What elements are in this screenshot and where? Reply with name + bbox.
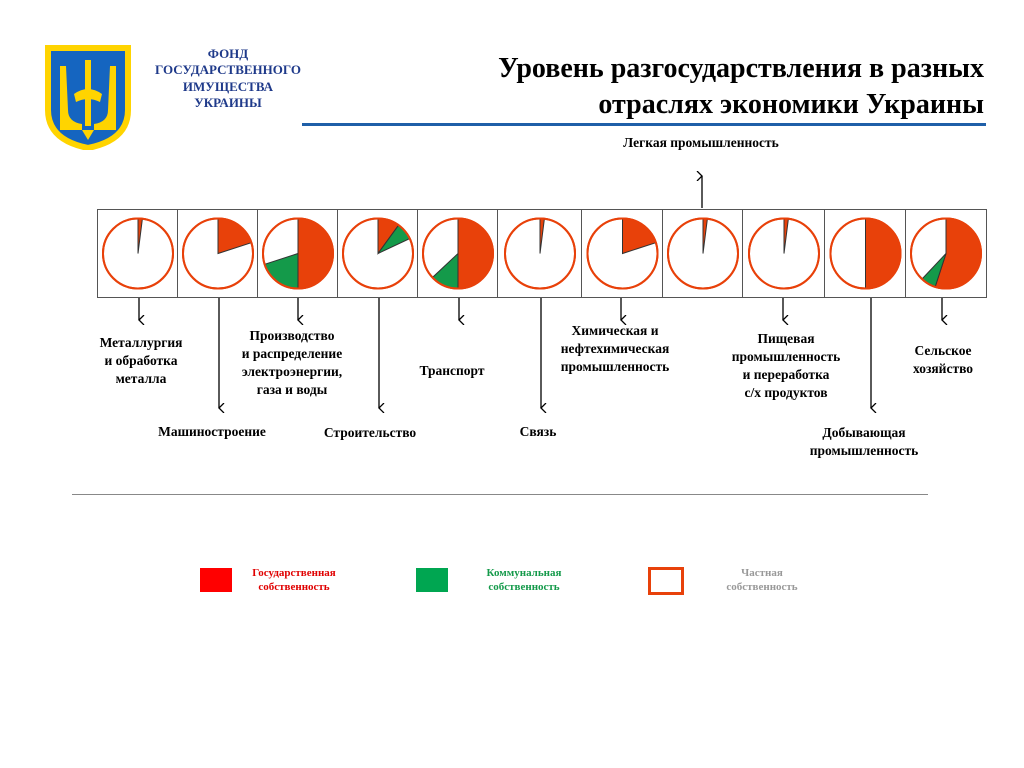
label-communication: Связь — [519, 424, 557, 439]
pie-chart — [582, 210, 663, 297]
legend-swatch-state — [200, 568, 232, 592]
pie-chart — [418, 210, 498, 297]
label-food: Пищевая промышленность и переработка с/х продуктов — [731, 331, 841, 400]
pie-cell — [825, 210, 906, 297]
label-energy: Производство и распределение электроэнергии, газа и воды — [241, 328, 343, 397]
pie-chart — [498, 210, 582, 297]
pie-chart — [178, 210, 258, 297]
pie-cell — [498, 210, 582, 297]
pie-chart — [258, 210, 338, 297]
pie-strip — [97, 209, 987, 298]
pie-chart — [663, 210, 743, 297]
label-agriculture: Сельское хозяйство — [912, 343, 974, 376]
org-name-line: УКРАИНЫ — [194, 95, 262, 110]
label-metallurgy: Металлургия и обработка металла — [99, 335, 183, 386]
pie-chart — [743, 210, 825, 297]
label-mining: Добывающая промышленность — [809, 425, 919, 458]
label-transport: Транспорт — [419, 363, 485, 378]
label-chemical: Химическая и нефтехимическая промышленность — [560, 323, 670, 374]
org-name-line: ИМУЩЕСТВА — [182, 79, 274, 94]
org-name-line: ГОСУДАРСТВЕННОГО — [155, 62, 301, 77]
pie-chart — [98, 210, 178, 297]
ukraine-coat-of-arms-logo — [44, 44, 132, 150]
page-title-line: отраслях экономики Украины — [598, 89, 984, 120]
pie-cell — [582, 210, 663, 297]
pie-cell — [338, 210, 418, 297]
label-machinery: Машиностроение — [158, 424, 266, 439]
pie-cell — [663, 210, 743, 297]
title-divider — [302, 123, 986, 126]
legend-label-state: Государственная собственность — [252, 567, 336, 593]
pie-cell — [906, 210, 986, 297]
bottom-divider — [72, 494, 928, 495]
label-light-industry: Легкая промышленность — [623, 135, 779, 150]
pie-chart — [825, 210, 906, 297]
legend-label-communal: Коммунальная собственность — [486, 567, 562, 593]
label-construction: Строительство — [323, 425, 417, 440]
pie-cell — [418, 210, 498, 297]
pie-cell — [98, 210, 178, 297]
legend-label-private: Частная собственность — [726, 567, 798, 593]
pie-cell — [258, 210, 338, 297]
legend-swatch-private — [648, 567, 684, 595]
pie-cell — [178, 210, 258, 297]
pie-cell — [743, 210, 825, 297]
page-title-line: Уровень разгосударствления в разных — [498, 53, 984, 84]
org-name-line: ФОНД — [207, 46, 249, 61]
pie-chart — [906, 210, 986, 297]
pie-chart — [338, 210, 418, 297]
legend-swatch-communal — [416, 568, 448, 592]
